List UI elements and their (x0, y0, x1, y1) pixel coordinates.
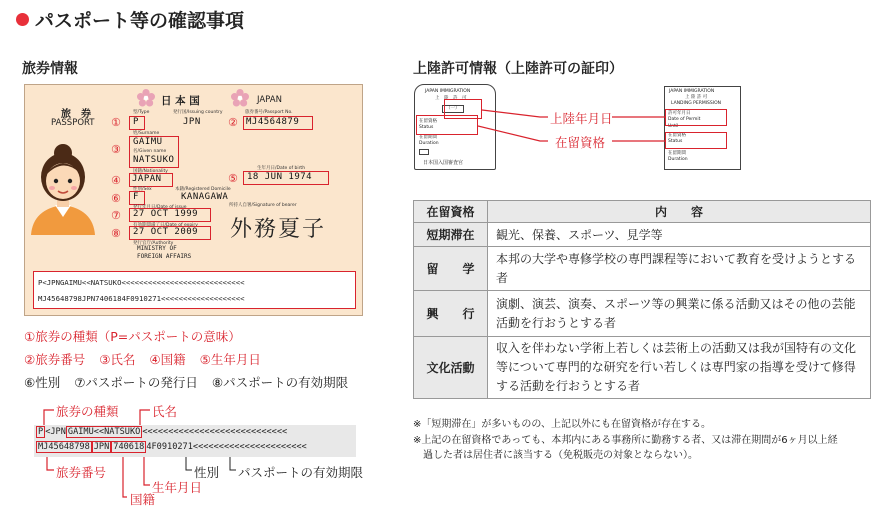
stamp2-status: 在留資格 (668, 133, 686, 138)
legend-line-1: ①旅券の種類（P=パスポートの意味） (24, 329, 241, 344)
legend-line-3: ⑥性別 ⑦パスポートの発行日 ⑧パスポートの有効期限 (24, 375, 349, 390)
label-registered: 本籍/Registered Domicile (175, 187, 231, 192)
table-header: 内 容 (488, 201, 871, 223)
stamp2-until: Until (668, 124, 679, 129)
table-header: 在留資格 (414, 201, 488, 223)
callout-landing-date: 上陸年月日 (550, 111, 613, 126)
mrz-detail-row-2: MJ45648798 JPN 740618 4F0910271<<<<<<<<<<<<<<<<<<<<<< (38, 442, 307, 452)
label-number: 旅券番号/Passport No. (245, 110, 293, 115)
table-row (414, 247, 871, 291)
value-issue-date: 27 OCT 1999 (133, 209, 199, 219)
stamp2-title-en: LANDING PERMISSION (671, 101, 721, 106)
stamp1-status: 在留資格 (419, 119, 437, 124)
mrz-line-1: P<JPNGAIMU<<NATSUKO<<<<<<<<<<<<<<<<<<<<<<<<<<<< (38, 278, 245, 287)
value-domicile: KANAGAWA (181, 192, 229, 202)
value-country: JPN (183, 117, 201, 127)
passport-section-heading: 旅券情報 (22, 61, 78, 77)
label-expiry: 有効期間満了日/Date of expiry (133, 223, 198, 228)
mrz-label-name: 氏名 (152, 404, 178, 419)
marker-4: ④ (111, 174, 121, 187)
stamp1-top: JAPAN IMMIGRATION (425, 89, 471, 94)
stamp2-top: JAPAN IMMIGRATION (669, 89, 715, 94)
stamp2-duration-en: Duration (668, 157, 688, 162)
label-authority: 発行官庁/Authority (133, 241, 174, 246)
country-name-jp: 日 本 国 (161, 95, 200, 107)
note-line-2: ※上記の在留資格であっても、本邦内にある事務所に勤務する者、又は滞在期間が6ヶ月以上経 (413, 435, 838, 446)
ryoken-label: 旅 券 (61, 109, 91, 120)
mrz-label-type: 旅券の種類 (56, 404, 119, 419)
table-cell-value: 本邦の大学や専修学校の専門課程等において教育を受けようとする者 (488, 247, 871, 291)
mrz-label-nationality: 国籍 (130, 492, 156, 507)
value-nationality: JAPAN (132, 174, 162, 184)
stamp2-duration: 在留期間 (668, 151, 686, 156)
table-cell-key: 短期滞在 (414, 223, 488, 247)
landing-section-heading: 上陸許可情報（上陸許可の証印） (413, 61, 623, 77)
status-table (413, 200, 871, 399)
mrz-line-2: MJ45648798JPN7406184F0910271<<<<<<<<<<<<<<<<<<< (38, 294, 245, 303)
value-expiry-date: 27 OCT 2009 (133, 227, 199, 237)
marker-6: ⑥ (111, 192, 121, 205)
value-sex: F (133, 192, 139, 202)
stamp1-sub: （一） (442, 105, 464, 113)
stamp1-duration: 在留期間 (419, 135, 437, 140)
value-given-name: NATSUKO (133, 155, 175, 165)
mrz-detail-row-1: P <JPN GAIMU<<NATSUKO <<<<<<<<<<<<<<<<<<<<<<<<<<<< (38, 427, 288, 437)
stamp1-footer: 日本国入国審査官 (423, 160, 464, 166)
value-surname: GAIMU (133, 137, 163, 147)
marker-5: ⑤ (228, 172, 238, 185)
table-cell-key: 文化活動 (414, 337, 488, 399)
value-dob: 18 JUN 1974 (247, 172, 313, 182)
table-header-row (414, 201, 871, 223)
label-sex: 性別/Sex (133, 187, 152, 192)
value-authority: MINISTRY OF FOREIGN AFFAIRS (137, 245, 192, 260)
label-signature: 所持人自署/Signature of bearer (229, 203, 297, 208)
table-cell-value: 観光、保養、スポーツ、見学等 (488, 223, 871, 247)
page-title-text: パスポート等の確認事項 (35, 10, 245, 32)
mrz-label-sex: 性別 (194, 465, 220, 480)
stamp1-duration-en: Duration (419, 141, 439, 146)
table-row (414, 223, 871, 247)
table-row (414, 337, 871, 399)
stamp2-title: 上 陸 許 可 (685, 95, 708, 100)
stamp1-title: 上 陸 許 可 (435, 96, 467, 101)
note-line-3: 過した者は居住者に該当する（免税販売の対象とならない）。 (413, 450, 698, 461)
table-cell-value: 収入を伴わない学術上若しくは芸術上の活動又は我が国特有の文化等について専門的な研究を行い若しくは専門家の指導を受けて修得する活動を行おうとする者 (488, 337, 871, 399)
value-signature: 外務夏子 (230, 217, 327, 242)
table-cell-value: 演劇、演芸、演奏、スポーツ等の興業に係る活動又はその他の芸能活動を行おうとする者 (488, 291, 871, 337)
value-passport-number: MJ4564879 (246, 117, 300, 127)
marker-1: ① (111, 116, 121, 129)
mrz-label-number: 旅券番号 (56, 465, 107, 480)
value-type: P (133, 117, 139, 127)
label-type: 型/Type (133, 110, 150, 115)
marker-2: ② (228, 116, 238, 129)
country-name-en: JAPAN (257, 95, 282, 105)
table-cell-key: 興 行 (414, 291, 488, 337)
marker-8: ⑧ (111, 227, 121, 240)
mrz-label-expiry: パスポートの有効期限 (238, 465, 364, 480)
table-row (414, 291, 871, 337)
label-dob: 生年月日/Date of birth (257, 166, 306, 171)
label-given: 名/Given name (133, 149, 167, 154)
stamp2-date-en: Date of Permit (668, 117, 701, 122)
mrz-label-dob: 生年月日 (152, 480, 203, 495)
legend-line-2: ②旅券番号 ③氏名 ④国籍 ⑤生年月日 (24, 352, 261, 367)
label-issuing: 発行国/Issuing country (173, 110, 223, 115)
stamp2-status-en: Status (668, 139, 683, 144)
table-cell-key: 留 学 (414, 247, 488, 291)
stamp2-date: 許可年月日 (668, 111, 691, 116)
label-issue: 発行年月日/Date of issue (133, 205, 187, 210)
marker-7: ⑦ (111, 209, 121, 222)
label-surname: 姓/Surname (133, 131, 160, 136)
marker-3: ③ (111, 143, 121, 156)
passport-word: PASSPORT (51, 118, 95, 128)
stamp1-status-en: Status (419, 125, 434, 130)
label-nationality: 国籍/Nationality (133, 169, 168, 174)
callout-status: 在留資格 (555, 135, 606, 150)
landing-callout-lines (0, 0, 885, 200)
note-line-1: ※「短期滞在」が多いものの、上記以外にも在留資格が存在する。 (413, 419, 711, 430)
